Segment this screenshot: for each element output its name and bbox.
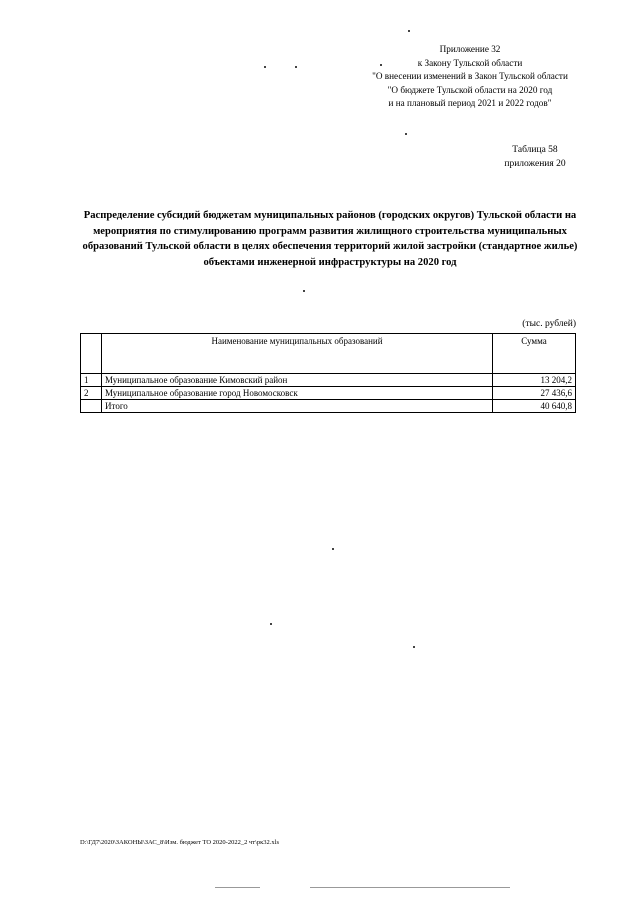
table-total-row xyxy=(81,400,576,413)
scan-line xyxy=(215,887,260,888)
scan-speck xyxy=(408,30,410,32)
appendix-header xyxy=(360,43,580,111)
scan-line xyxy=(310,887,510,888)
appendix-line: и на плановый период 2021 и 2022 годов" xyxy=(388,98,552,108)
table-header-row xyxy=(81,334,576,374)
scan-speck xyxy=(270,623,272,625)
appendix-line: "О внесении изменений в Закон Тульской области xyxy=(372,71,568,81)
table-reference xyxy=(490,143,580,171)
file-path-footer: D:\ГД7\2020\ЗАКОНЫ\ЗАС_8\Изм. бюджет ТО 2020-2022_2 чт\рк32.xls xyxy=(80,839,279,846)
row-amount: 13 204,2 xyxy=(493,374,576,387)
table-row xyxy=(81,374,576,387)
scan-speck xyxy=(303,290,305,292)
header-number xyxy=(81,334,102,374)
scan-speck xyxy=(413,646,415,648)
header-name: Наименование муниципальных образований xyxy=(102,334,493,374)
row-number: 2 xyxy=(81,387,102,400)
row-amount: 40 640,8 xyxy=(493,400,576,413)
header-amount: Сумма xyxy=(493,334,576,374)
row-name: Муниципальное образование Кимовский район xyxy=(102,374,493,387)
table-number: Таблица 58 xyxy=(512,145,558,155)
subsidy-table xyxy=(80,333,576,413)
row-number xyxy=(81,400,102,413)
row-name: Муниципальное образование город Новомосковск xyxy=(102,387,493,400)
scan-speck xyxy=(405,133,407,135)
table-row xyxy=(81,387,576,400)
units-label: (тыс. рублей) xyxy=(522,319,576,329)
appendix-line: Приложение 32 xyxy=(439,44,501,54)
scan-speck xyxy=(332,548,334,550)
scan-speck xyxy=(295,66,297,68)
document-title: Распределение субсидий бюджетам муниципальных районов (городских округов) Тульской области на мероприятия по стимулированию программ развития жилищного строительства муниципальных образований Тульской области в целях обеспечения территорий жилой застройки (стандартное жилье) объектами инженерной инфраструктуры на 2020 год xyxy=(82,210,578,268)
appendix-line: "О бюджете Тульской области на 2020 год xyxy=(387,84,553,95)
scan-speck xyxy=(380,64,382,66)
row-name: Итого xyxy=(102,400,493,413)
row-amount: 27 436,6 xyxy=(493,387,576,400)
row-number: 1 xyxy=(81,374,102,387)
appendix-reference: приложения 20 xyxy=(504,159,566,169)
appendix-line: к Закону Тульской области xyxy=(417,57,523,68)
scan-speck xyxy=(264,66,266,68)
